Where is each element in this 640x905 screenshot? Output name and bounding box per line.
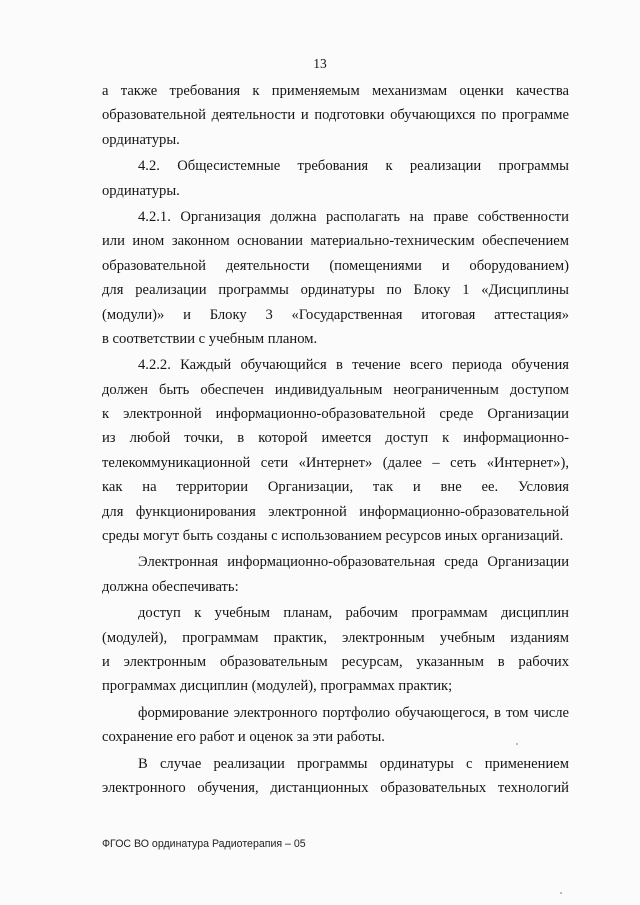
- text-line: к электронной информационно-образовательной среде Организации: [102, 406, 569, 423]
- document-footer: ФГОС ВО ординатура Радиотерапия – 05: [102, 838, 306, 850]
- page-number: 13: [313, 56, 327, 71]
- text-line: образовательной деятельности (помещениями и оборудованием): [102, 257, 569, 274]
- text-line: и электронным образовательным ресурсам, указанным в рабочих: [102, 653, 569, 670]
- text-line: сохранение его работ и оценок за эти работы.: [102, 729, 385, 746]
- text-line: Электронная информационно-образовательная среда Организации: [138, 554, 569, 571]
- paragraph-requirements-intro: [102, 79, 569, 152]
- text-line: телекоммуникационной сети «Интернет» (далее – сеть «Интернет»),: [102, 454, 569, 471]
- text-line: из любой точки, в которой имеется доступ к информационно-: [102, 430, 569, 447]
- text-line: для реализации программы ординатуры по Блоку 1 «Дисциплины: [102, 282, 569, 299]
- text-line: среды могут быть созданы с использованием ресурсов иных организаций.: [102, 528, 564, 545]
- text-line: для функционирования электронной информационно-образовательной: [102, 503, 569, 520]
- scan-speck: [516, 743, 518, 745]
- text-line: как на территории Организации, так и вне ее. Условия: [102, 479, 569, 496]
- text-line: или ином законном основании материально-техническим обеспечением: [102, 233, 569, 250]
- text-line: должен быть обеспечен индивидуальным неограниченным доступом: [102, 381, 569, 398]
- text-line: ординатуры.: [102, 182, 180, 199]
- text-line: (модули)» и Блоку 3 «Государственная итоговая аттестация»: [102, 306, 569, 323]
- text-line: 4.2.1. Организация должна располагать на праве собственности: [138, 208, 569, 225]
- text-line: программах дисциплин (модулей), программах практик;: [102, 678, 453, 695]
- text-line: 4.2. Общесистемные требования к реализации программы: [138, 158, 569, 175]
- paragraph-e-learning: [102, 752, 569, 801]
- text-line: ординатуры.: [102, 131, 180, 148]
- text-line: в соответствии с учебным планом.: [102, 330, 318, 347]
- section-4-2-heading: [102, 154, 569, 203]
- paragraph-access-list-item: [102, 601, 569, 699]
- text-line: доступ к учебным планам, рабочим программам дисциплин: [138, 605, 569, 622]
- text-line: должна обеспечивать:: [102, 578, 239, 595]
- section-4-2-2: [102, 353, 569, 548]
- scan-speck: [560, 892, 562, 894]
- text-line: образовательной деятельности и подготовки обучающихся по программе: [102, 107, 569, 124]
- text-line: формирование электронного портфолио обучающегося, в том числе: [138, 704, 569, 721]
- text-line: электронного обучения, дистанционных образовательных технологий: [102, 779, 569, 796]
- document-body: [102, 79, 569, 800]
- section-4-2-1: [102, 205, 569, 351]
- paragraph-portfolio-list-item: [102, 701, 569, 750]
- text-line: (модулей), программам практик, электронным учебным изданиям: [102, 629, 569, 646]
- text-line: а также требования к применяемым механизмам оценки качества: [102, 83, 569, 99]
- paragraph-eios-intro: [102, 550, 569, 599]
- text-line: 4.2.2. Каждый обучающийся в течение всего периода обучения: [138, 357, 569, 374]
- text-line: В случае реализации программы ординатуры с применением: [138, 755, 569, 772]
